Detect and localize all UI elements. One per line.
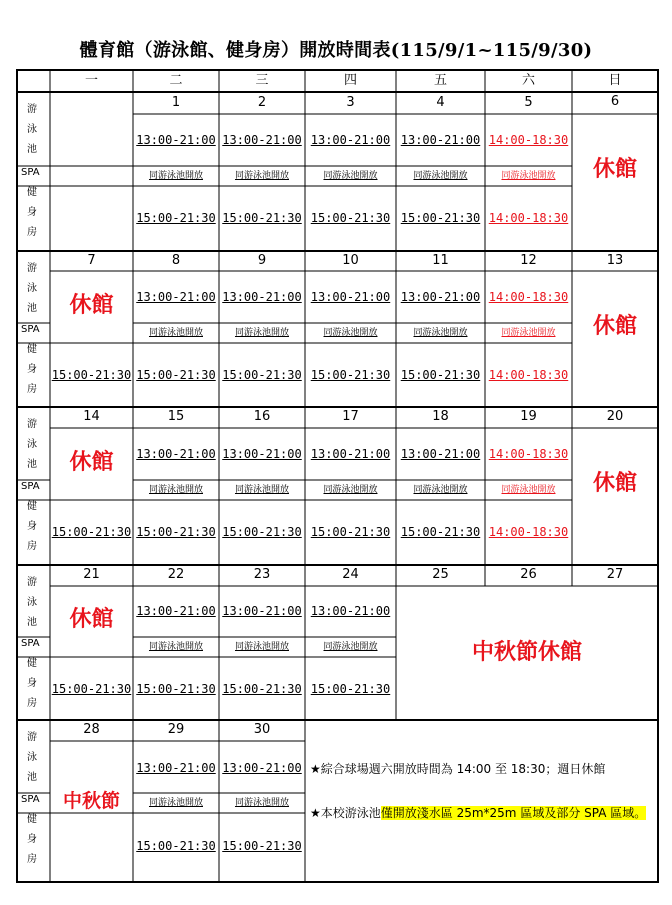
gym-hours: 15:00-21:30 bbox=[136, 211, 216, 225]
row-label-spa: SPA bbox=[21, 324, 40, 335]
date-number: 29 bbox=[167, 722, 185, 737]
date-number: 28 bbox=[83, 722, 100, 737]
spa-note: 同游泳池開放 bbox=[234, 171, 289, 181]
date-number: 16 bbox=[253, 409, 271, 424]
spa-note: 同游泳池開放 bbox=[413, 328, 468, 338]
spa-note: 同游泳池開放 bbox=[323, 328, 378, 338]
spa-note: 同游泳池開放 bbox=[234, 642, 289, 652]
row-label-spa: SPA bbox=[21, 638, 40, 649]
row-label-gym: 健 身 房 bbox=[27, 187, 37, 238]
date-number: 2 bbox=[257, 95, 267, 110]
date-number: 27 bbox=[606, 567, 624, 582]
spa-note: 同游泳池開放 bbox=[501, 171, 556, 181]
spa-note: 同游泳池開放 bbox=[413, 171, 468, 181]
weekday-mon: 一 bbox=[84, 73, 98, 88]
date-number: 12 bbox=[520, 253, 537, 268]
pool-hours: 13:00-21:00 bbox=[222, 133, 302, 147]
mid-autumn-label: 中秋節 bbox=[62, 790, 120, 812]
spa-note: 同游泳池開放 bbox=[234, 798, 289, 808]
row-label-pool: 游 泳 池 bbox=[27, 732, 37, 783]
pool-hours: 13:00-21:00 bbox=[400, 133, 481, 147]
row-label-gym: 健 身 房 bbox=[27, 501, 37, 552]
spa-note: 同游泳池開放 bbox=[148, 328, 203, 338]
spa-note: 同游泳池開放 bbox=[501, 328, 556, 338]
gym-hours: 14:00-18:30 bbox=[488, 525, 569, 539]
date-number: 4 bbox=[436, 95, 445, 110]
closed-label: 休館 bbox=[592, 471, 637, 496]
pool-hours: 13:00-21:00 bbox=[136, 761, 216, 775]
closed-label: 休館 bbox=[69, 293, 114, 318]
row-label-spa: SPA bbox=[21, 167, 40, 178]
date-number: 7 bbox=[87, 253, 96, 268]
date-number: 25 bbox=[432, 567, 449, 582]
mid-autumn-closed-label: 中秋節休館 bbox=[471, 640, 582, 665]
spa-note: 同游泳池開放 bbox=[148, 171, 203, 181]
date-number: 18 bbox=[432, 409, 449, 424]
row-label-gym: 健 身 房 bbox=[27, 344, 37, 395]
weekday-wed: 三 bbox=[255, 73, 269, 88]
date-number: 26 bbox=[520, 567, 537, 582]
date-number: 14 bbox=[83, 409, 100, 424]
date-number: 15 bbox=[167, 409, 185, 424]
pool-hours: 13:00-21:00 bbox=[310, 133, 391, 147]
date-number: 30 bbox=[253, 722, 271, 737]
closed-label: 休館 bbox=[69, 450, 114, 475]
row-label-pool: 游 泳 池 bbox=[27, 104, 37, 155]
date-number: 24 bbox=[342, 567, 359, 582]
gym-hours: 15:00-21:30 bbox=[136, 682, 216, 696]
gym-hours: 15:00-21:30 bbox=[400, 211, 481, 225]
gym-hours: 15:00-21:30 bbox=[222, 368, 302, 382]
date-number: 11 bbox=[432, 253, 449, 268]
date-number: 21 bbox=[83, 567, 100, 582]
spa-note: 同游泳池開放 bbox=[148, 485, 203, 495]
pool-hours: 13:00-21:00 bbox=[222, 761, 302, 775]
note-pool bbox=[310, 802, 655, 824]
date-number: 1 bbox=[171, 95, 181, 110]
pool-hours: 13:00-21:00 bbox=[136, 133, 216, 147]
gym-hours: 15:00-21:30 bbox=[400, 525, 481, 539]
row-label-spa: SPA bbox=[21, 794, 40, 805]
date-number: 3 bbox=[346, 95, 355, 110]
date-number: 8 bbox=[171, 253, 181, 268]
spa-note: 同游泳池開放 bbox=[234, 328, 289, 338]
date-number: 17 bbox=[342, 409, 359, 424]
gym-hours: 15:00-21:30 bbox=[136, 368, 216, 382]
gym-hours: 15:00-21:30 bbox=[310, 211, 391, 225]
row-label-pool: 游 泳 池 bbox=[27, 263, 37, 314]
pool-hours: 13:00-21:00 bbox=[136, 290, 216, 304]
pool-hours: 14:00-18:30 bbox=[488, 447, 569, 461]
closed-label: 休館 bbox=[69, 607, 114, 632]
gym-hours: 15:00-21:30 bbox=[136, 525, 216, 539]
pool-hours: 13:00-21:00 bbox=[310, 604, 391, 618]
spa-note: 同游泳池開放 bbox=[323, 171, 378, 181]
date-number: 13 bbox=[606, 253, 624, 268]
note-pool-prefix: ★本校游泳池 bbox=[310, 806, 381, 820]
date-number: 23 bbox=[253, 567, 271, 582]
pool-hours: 13:00-21:00 bbox=[222, 447, 302, 461]
pool-hours: 13:00-21:00 bbox=[136, 447, 216, 461]
pool-hours: 14:00-18:30 bbox=[488, 133, 569, 147]
weekday-fri: 五 bbox=[433, 73, 447, 88]
spa-note: 同游泳池開放 bbox=[323, 485, 378, 495]
date-number: 10 bbox=[342, 253, 359, 268]
pool-hours: 13:00-21:00 bbox=[400, 447, 481, 461]
spa-note: 同游泳池開放 bbox=[413, 485, 468, 495]
pool-hours: 13:00-21:00 bbox=[400, 290, 481, 304]
pool-hours: 13:00-21:00 bbox=[222, 604, 302, 618]
date-number: 22 bbox=[167, 567, 185, 582]
gym-hours: 14:00-18:30 bbox=[488, 368, 569, 382]
spa-note: 同游泳池開放 bbox=[323, 642, 378, 652]
weekday-thu: 四 bbox=[343, 73, 357, 88]
spa-note: 同游泳池開放 bbox=[148, 642, 203, 652]
gym-hours: 14:00-18:30 bbox=[488, 211, 569, 225]
date-number: 9 bbox=[257, 253, 267, 268]
date-number: 19 bbox=[520, 409, 537, 424]
gym-hours: 15:00-21:30 bbox=[51, 682, 132, 696]
spa-note: 同游泳池開放 bbox=[501, 485, 556, 495]
weekday-tue: 二 bbox=[169, 73, 183, 88]
gym-hours: 15:00-21:30 bbox=[222, 211, 302, 225]
spa-note: 同游泳池開放 bbox=[148, 798, 203, 808]
page-title: 體育館（游泳館、健身房）開放時間表(115/9/1~115/9/30) bbox=[79, 40, 593, 61]
pool-hours: 13:00-21:00 bbox=[310, 447, 391, 461]
closed-label: 休館 bbox=[592, 314, 637, 339]
pool-hours: 13:00-21:00 bbox=[310, 290, 391, 304]
pool-hours: 14:00-18:30 bbox=[488, 290, 569, 304]
date-number: 5 bbox=[524, 95, 533, 110]
gym-hours: 15:00-21:30 bbox=[310, 682, 391, 696]
gym-hours: 15:00-21:30 bbox=[222, 839, 302, 853]
pool-hours: 13:00-21:00 bbox=[136, 604, 216, 618]
row-label-pool: 游 泳 池 bbox=[27, 419, 37, 470]
gym-hours: 15:00-21:30 bbox=[310, 525, 391, 539]
weekday-sun: 日 bbox=[608, 73, 622, 88]
closed-label: 休館 bbox=[592, 157, 637, 182]
gym-hours: 15:00-21:30 bbox=[310, 368, 391, 382]
gym-hours: 15:00-21:30 bbox=[136, 839, 216, 853]
row-label-spa: SPA bbox=[21, 481, 40, 492]
weekday-sat: 六 bbox=[521, 73, 535, 88]
spa-note: 同游泳池開放 bbox=[234, 485, 289, 495]
gym-hours: 15:00-21:30 bbox=[51, 368, 132, 382]
note-pool-highlight: 僅開放淺水區 25m*25m 區域及部分 SPA 區域。 bbox=[380, 806, 647, 820]
row-label-pool: 游 泳 池 bbox=[27, 577, 37, 628]
gym-hours: 15:00-21:30 bbox=[222, 525, 302, 539]
row-label-gym: 健 身 房 bbox=[27, 658, 37, 709]
gym-hours: 15:00-21:30 bbox=[51, 525, 132, 539]
gym-hours: 15:00-21:30 bbox=[400, 368, 481, 382]
note-sports-court: ★綜合球場週六開放時間為 14:00 至 18:30；週日休館 bbox=[310, 762, 606, 776]
date-number: 20 bbox=[606, 409, 624, 424]
date-number: 6 bbox=[610, 94, 620, 109]
gym-hours: 15:00-21:30 bbox=[222, 682, 302, 696]
row-label-gym: 健 身 房 bbox=[27, 814, 37, 865]
pool-hours: 13:00-21:00 bbox=[222, 290, 302, 304]
